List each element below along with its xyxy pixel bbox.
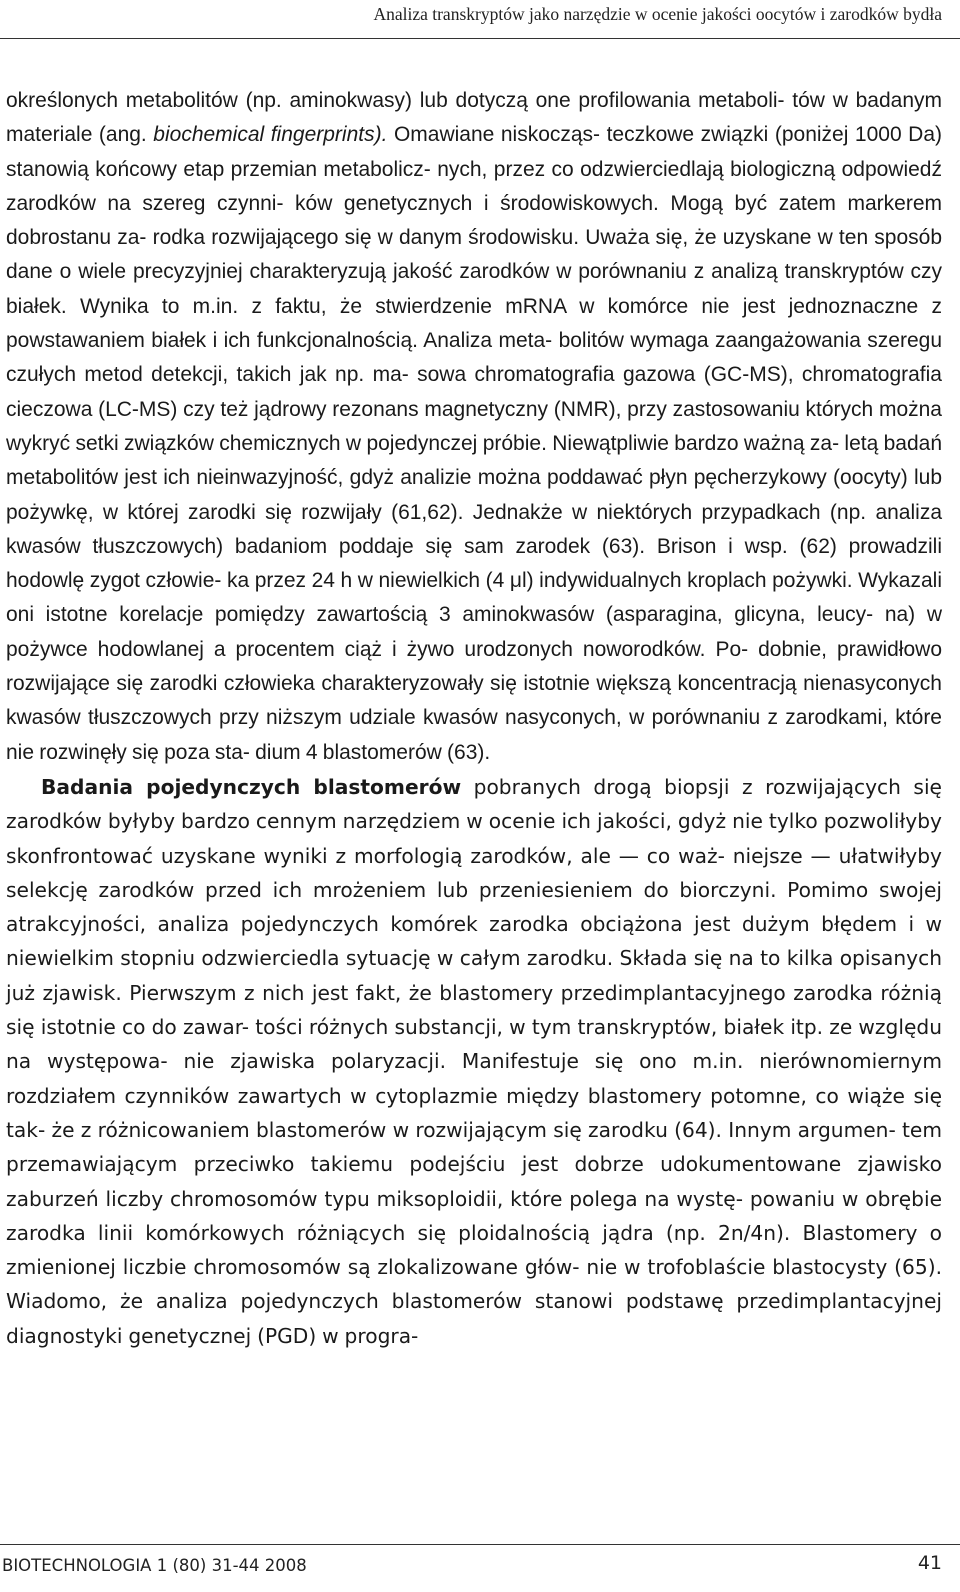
paragraph-metabolomics — [6, 84, 942, 770]
page-number: 41 — [917, 1552, 942, 1574]
paragraph-1-line-2: tów w badanym materiale (ang. — [6, 89, 942, 147]
article-body — [6, 84, 942, 1353]
running-title: Analiza transkryptów jako narzędzie w ocenie jakości oocytów i zarodków bydła — [373, 4, 942, 24]
footer-rule — [0, 1544, 960, 1545]
page-footer — [0, 1532, 960, 1592]
paragraph-2-text: pobranych drogą biopsji z rozwijających się zarodków byłyby bardzo cennym narzędziem w ocenie ich jakości, gdyż nie tylko pozwoliłyby skonfrontować uzyskane wyniki z morfologią zarodków, ale — co waż- niejsze — ułatwiłyby selekcję zarodków przed ich mrożeniem lub przeniesieniem do biorczyni. Pomimo swojej atrakcyjności, analiza pojedynczych komórek zarodka obciążona jest dużym błędem i w niewielkim stopniu odzwierciedla sytuację w całym zarodku. Składa się na to kilka opisanych już zjawisk. Pierwszym z nich jest fakt, że blastomery przedimplantacyjnego zarodka różnią się istotnie co do zawar- tości różnych substancji, w tym transkryptów, białek itp. ze względu na występowa- nie zjawiska polaryzacji. Manifestuje się ono m.in. nierównomiernym rozdziałem czynników zawartych w cytoplazmie między blastomery potomne, co wiąże się tak- że z różnicowaniem blastomerów w rozwijającym się zarodku (64). Innym argumen- tem przemawiającym przeciwko takiemu podejściu jest dobrze udokumentowane zjawisko zaburzeń liczby chromosomów typu miksoploidii, które polega na wystę- powaniu w obrębie zarodka linii komórkowych różniących się ploidalnością jądra (np. 2n/4n). Blastomery o zmienionej liczbie chromosomów są zlokalizowane głów- nie w trofoblaście blastocysty (65). Wiadomo, że analiza pojedynczych blastomerów stanowi podstawę przedimplantacyjnej diagnostyki genetycznej (PGD) w progra- — [6, 774, 942, 1348]
paragraph-1-line-1: określonych metabolitów (np. aminokwasy) lub dotyczą one profilowania metaboli- — [6, 89, 785, 112]
italic-term: biochemical fingerprints). — [153, 123, 388, 147]
paragraph-1-rest: Omawiane niskocząs- teczkowe związki (poniżej 1000 Da) stanowią końcowy etap przemian metabolicz- nych, przez co odzwierciedlają biologiczną odpowiedź zarodków na szereg czynni- ków genetycznych i środowiskowych. Mogą być zatem markerem dobrostanu za- rodka rozwijającego się w danym środowisku. Uważa się, że uzyskane w ten sposób dane o wiele precyzyjniej charakteryzują jakość zarodków w porównaniu z analizą transkryptów czy białek. Wynika to m.in. z faktu, że stwierdzenie mRNA w komórce nie jest jednoznaczne z powstawaniem białek i ich funkcjonalnością. Analiza meta- bolitów wymaga zaangażowania szeregu czułych metod detekcji, takich jak np. ma- sowa chromatografia gazowa (GC-MS), chromatografia cieczowa (LC-MS) czy też jądrowy rezonans magnetyczny (NMR), przy zastosowaniu których można wykryć setki związków chemicznych w pojedynczej próbie. Niewątpliwie bardzo ważną za- letą badań metabolitów jest ich nieinwazyjność, gdyż analizie można poddawać płyn pęcherzykowy (oocyty) lub pożywkę, w której zarodki się rozwijały (61,62). Jednakże w niektórych przypadkach (np. analiza kwasów tłuszczowych) badaniom poddaje się sam zarodek (63). Brison i wsp. (62) prowadzili hodowlę zygot człowie- ka przez 24 h w niewielkich (4 μl) indywidualnych kroplach pożywki. Wykazali oni istotne korelacje pomiędzy zawartością 3 aminokwasów (asparagina, glicyna, leucy- na) w pożywce hodowlanej a procentem ciąż i żywo urodzonych noworodków. Po- dobnie, prawidłowo rozwijające się zarodki człowieka charakteryzowały się istotnie większą koncentracją nienasyconych kwasów tłuszczowych przy niższym udziale kwasów nasyconych, w porównaniu z zarodkami, które nie rozwinęły się poza sta- dium 4 blastomerów (63). — [6, 123, 942, 764]
header-rule — [0, 38, 960, 39]
journal-citation: BIOTECHNOLOGIA 1 (80) 31-44 2008 — [2, 1556, 307, 1575]
paragraph-blastomeres — [6, 770, 942, 1353]
running-header — [0, 0, 960, 46]
bold-heading-term: Badania pojedynczych blastomerów — [41, 774, 462, 799]
